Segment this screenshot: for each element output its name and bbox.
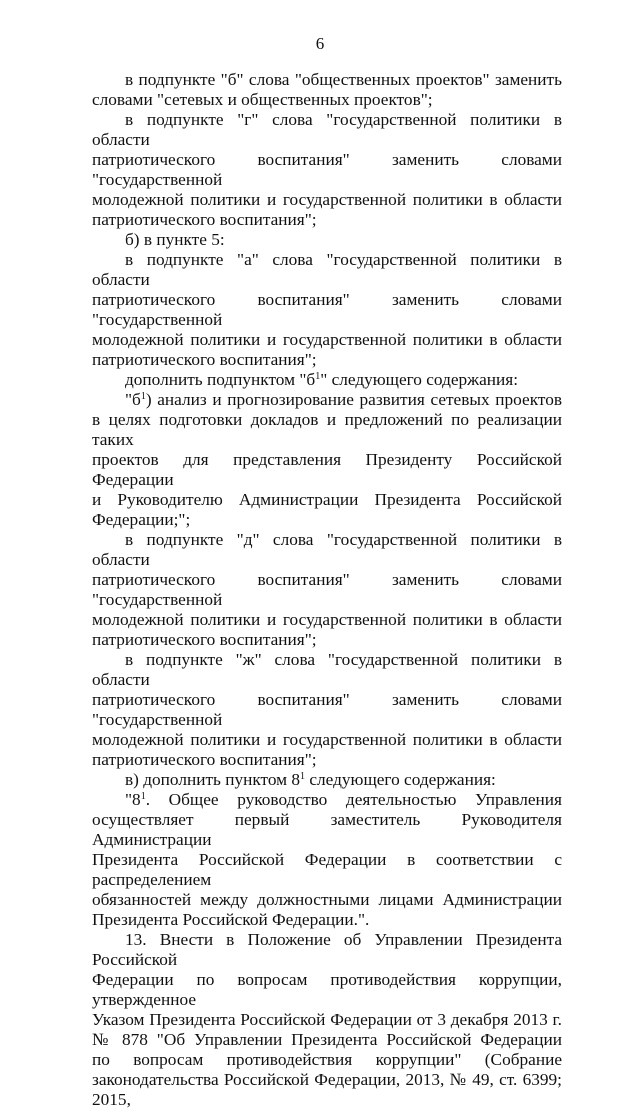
text-run: дополнить подпунктом "б: [125, 370, 316, 389]
superscript: 1: [315, 371, 321, 382]
text-line: [92, 110, 562, 150]
text-run: б) в пункте 5:: [125, 230, 225, 249]
text-run: " следующего содержания:: [320, 370, 519, 389]
text-line: [92, 790, 562, 810]
text-line: [92, 410, 562, 450]
text-run: в подпункте "г" слова "государственной политики в области: [92, 110, 562, 149]
text-line: [92, 530, 562, 570]
text-run: обязанностей между должностными лицами Администрации: [92, 890, 562, 909]
text-run: патриотического воспитания";: [92, 350, 317, 369]
superscript: 1: [140, 791, 146, 802]
superscript: 1: [140, 391, 146, 402]
text-run: в) дополнить пунктом 8: [125, 770, 301, 789]
text-line: [92, 510, 562, 530]
text-run: осуществляет первый заместитель Руководителя Администрации: [92, 810, 562, 849]
text-line: [92, 1030, 562, 1050]
text-line: [92, 370, 562, 390]
text-line: [92, 690, 562, 730]
text-line: [92, 630, 562, 650]
text-line: [92, 970, 562, 1010]
text-run: "8: [125, 790, 141, 809]
document-body: [92, 70, 562, 1110]
text-line: [92, 350, 562, 370]
text-run: Федерации по вопросам противодействия коррупции, утвержденное: [92, 970, 562, 1009]
text-line: [92, 1010, 562, 1030]
text-line: [92, 810, 562, 850]
text-run: Указом Президента Российской Федерации от 3 декабря 2013 г.: [92, 1010, 562, 1029]
text-run: "б: [125, 390, 141, 409]
text-run: в подпункте "ж" слова "государственной политики в области: [92, 650, 562, 689]
superscript: 1: [300, 771, 306, 782]
text-run: законодательства Российской Федерации, 2013, № 49, ст. 6399; 2015,: [92, 1070, 562, 1109]
text-line: [92, 390, 562, 410]
text-line: [92, 1050, 562, 1070]
text-line: [92, 190, 562, 210]
text-run: патриотического воспитания";: [92, 750, 317, 769]
text-run: патриотического воспитания" заменить словами "государственной: [92, 690, 562, 729]
text-line: [92, 490, 562, 510]
text-line: [92, 210, 562, 230]
text-run: в подпункте "а" слова "государственной политики в области: [92, 250, 562, 289]
text-run: молодежной политики и государственной политики в области: [92, 330, 562, 349]
text-line: [92, 610, 562, 630]
text-line: [92, 70, 562, 90]
text-run: в подпункте "д" слова "государственной политики в области: [92, 530, 562, 569]
text-run: 13. Внести в Положение об Управлении Президента Российской: [92, 930, 562, 969]
text-run: молодежной политики и государственной политики в области: [92, 610, 562, 629]
text-line: [92, 850, 562, 890]
text-run: патриотического воспитания";: [92, 630, 317, 649]
text-run: в целях подготовки докладов и предложений по реализации таких: [92, 410, 562, 449]
text-run: . Общее руководство деятельностью Управления: [145, 790, 562, 809]
text-run: № 878 "Об Управлении Президента Российской Федерации: [92, 1030, 562, 1049]
text-line: [92, 770, 562, 790]
text-line: [92, 930, 562, 970]
text-run: Федерации;";: [92, 510, 191, 529]
text-line: [92, 90, 562, 110]
text-line: [92, 1070, 562, 1110]
text-line: [92, 730, 562, 750]
text-run: ) анализ и прогнозирование развития сетевых проектов: [145, 390, 562, 409]
text-line: [92, 450, 562, 490]
text-line: [92, 570, 562, 610]
text-run: патриотического воспитания";: [92, 210, 317, 229]
text-line: [92, 650, 562, 690]
text-run: Президента Российской Федерации.".: [92, 910, 370, 929]
text-line: [92, 910, 562, 930]
text-run: Президента Российской Федерации в соответствии с распределением: [92, 850, 562, 889]
text-line: [92, 330, 562, 350]
text-line: [92, 750, 562, 770]
text-run: и Руководителю Администрации Президента Российской: [92, 490, 562, 509]
text-run: словами "сетевых и общественных проектов";: [92, 90, 433, 109]
text-run: проектов для представления Президенту Российской Федерации: [92, 450, 562, 489]
text-run: патриотического воспитания" заменить словами "государственной: [92, 150, 562, 189]
text-run: следующего содержания:: [305, 770, 496, 789]
text-run: по вопросам противодействия коррупции" (Собрание: [92, 1050, 562, 1069]
text-run: патриотического воспитания" заменить словами "государственной: [92, 570, 562, 609]
text-run: молодежной политики и государственной политики в области: [92, 730, 562, 749]
text-run: молодежной политики и государственной политики в области: [92, 190, 562, 209]
text-line: [92, 230, 562, 250]
text-line: [92, 250, 562, 290]
page-number: 6: [315, 34, 325, 53]
text-line: [92, 290, 562, 330]
text-run: патриотического воспитания" заменить словами "государственной: [92, 290, 562, 329]
text-line: [92, 150, 562, 190]
text-run: в подпункте "б" слова "общественных проектов" заменить: [125, 70, 562, 89]
text-line: [92, 890, 562, 910]
